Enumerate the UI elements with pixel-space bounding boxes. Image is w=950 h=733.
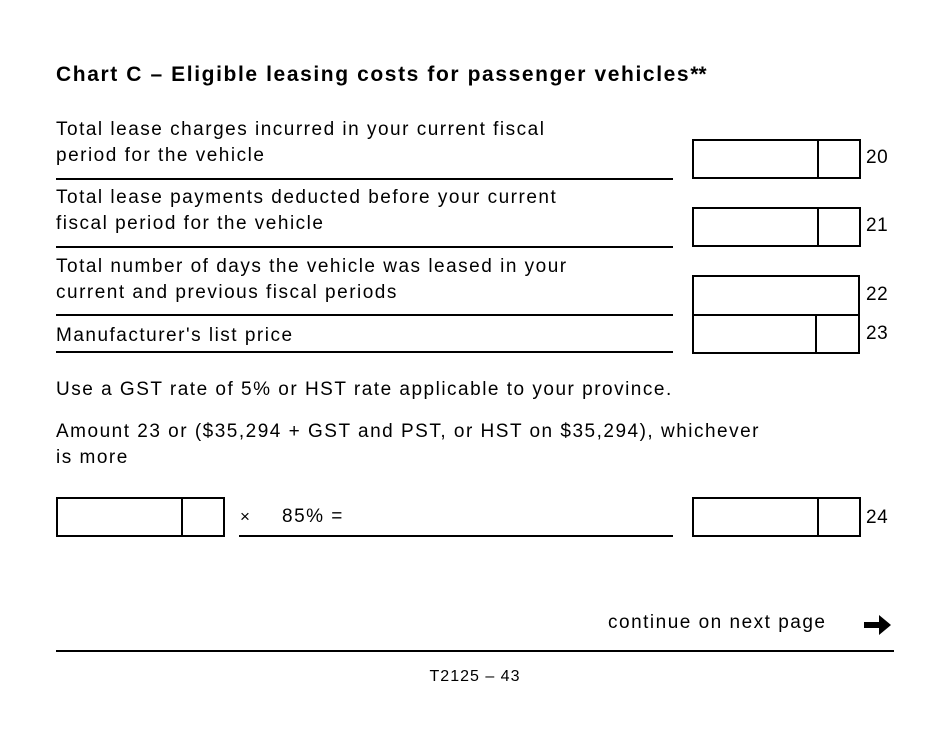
row-20-label — [56, 117, 676, 169]
line-23-cents-divider — [815, 314, 817, 354]
line-number-23: 23 — [866, 323, 889, 344]
footnote-marker: ** — [690, 63, 707, 86]
row-20-label-line2: period for the vehicle — [56, 145, 266, 166]
chart-title-text: Chart C – Eligible leasing costs for passenger vehicles — [56, 63, 691, 86]
row-20-rule — [56, 178, 673, 180]
row-23-label-line1: Manufacturer's list price — [56, 325, 294, 346]
line-number-24: 24 — [866, 507, 889, 528]
line-21-cents-divider — [817, 207, 819, 247]
footer-rule — [56, 650, 894, 652]
line-number-20: 20 — [866, 147, 889, 168]
row-21-label-line1: Total lease payments deducted before your current — [56, 187, 558, 208]
continue-text: continue on next page — [608, 612, 827, 633]
row-23-label — [56, 323, 676, 349]
amount-note-line2: is more — [56, 447, 129, 468]
row-21-rule — [56, 246, 673, 248]
row-22-label-line1: Total number of days the vehicle was leased in your — [56, 256, 568, 277]
line-23-amount-field[interactable] — [692, 314, 860, 354]
line-number-22: 22 — [866, 284, 889, 305]
multiply-symbol: × — [240, 507, 250, 526]
row-22-rule — [56, 314, 673, 316]
chart-title — [56, 63, 707, 87]
page-number: T2125 – 43 — [429, 668, 521, 685]
row-23-rule — [56, 351, 673, 353]
rate-85-percent: 85% = — [282, 506, 344, 527]
line-22-days-field[interactable] — [692, 275, 860, 316]
arrow-right-icon — [864, 613, 892, 637]
row-20-label-line1: Total lease charges incurred in your current fiscal — [56, 119, 546, 140]
amount-note-line1: Amount 23 or ($35,294 + GST and PST, or HST on $35,294), whichever — [56, 421, 761, 442]
row-21-label — [56, 185, 676, 237]
continue-link — [608, 612, 827, 634]
line-21-amount-field[interactable] — [692, 207, 861, 247]
calc-input-cents-divider — [181, 497, 183, 537]
gst-rate-note: Use a GST rate of 5% or HST rate applicable to your province. — [56, 379, 673, 400]
calc-rule — [239, 535, 673, 537]
line-24-amount-field[interactable] — [692, 497, 861, 537]
calc-input-amount-field[interactable] — [56, 497, 225, 537]
row-22-label — [56, 254, 676, 306]
amount-note — [56, 419, 886, 471]
line-20-amount-field[interactable] — [692, 139, 861, 179]
line-20-cents-divider — [817, 139, 819, 179]
row-22-label-line2: current and previous fiscal periods — [56, 282, 398, 303]
line-number-21: 21 — [866, 215, 889, 236]
row-21-label-line2: fiscal period for the vehicle — [56, 213, 325, 234]
line-24-cents-divider — [817, 497, 819, 537]
